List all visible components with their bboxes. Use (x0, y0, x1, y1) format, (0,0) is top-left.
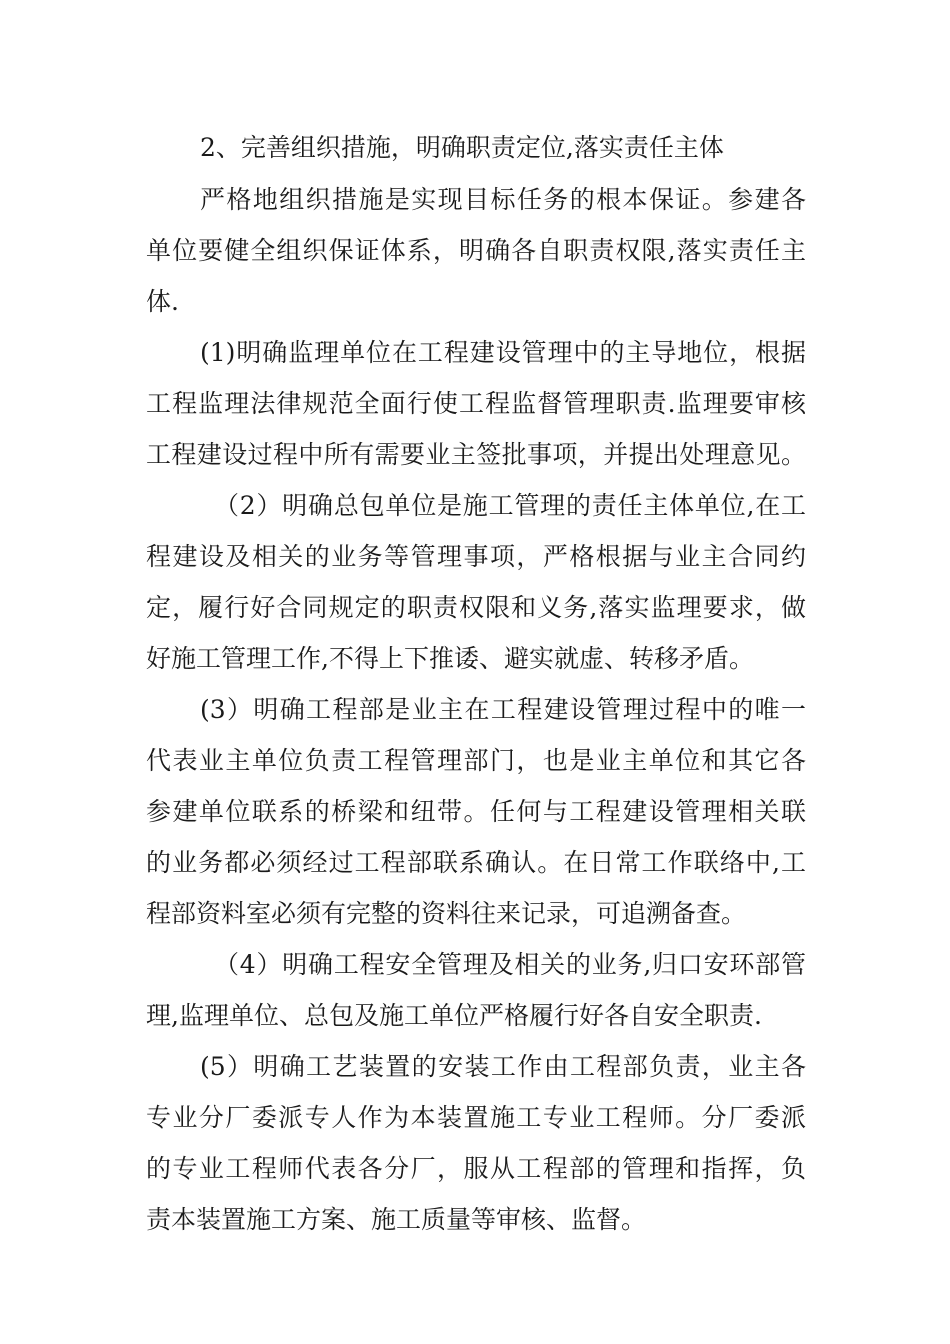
paragraph-line: (5）明确工艺装置的安装工作由工程部负责，业主各 (200, 1052, 806, 1081)
section-heading: 2、完善组织措施，明确职责定位,落实责任主体 (200, 133, 724, 162)
paragraph-line: (3）明确工程部是业主在工程建设管理过程中的唯一 (200, 695, 806, 724)
paragraph-line: 好施工管理工作,不得上下推诿、避实就虚、转移矛盾。 (146, 644, 754, 673)
paragraph-line: 理,监理单位、总包及施工单位严格履行好各自安全职责. (146, 1001, 762, 1030)
paragraph-line: 程建设及相关的业务等管理事项，严格根据与业主合同约 (146, 542, 806, 571)
paragraph-line: 代表业主单位负责工程管理部门，也是业主单位和其它各 (146, 746, 806, 775)
paragraph-line: 程部资料室必须有完整的资料往来记录，可追溯备查。 (146, 899, 747, 928)
paragraph-line: 责本装置施工方案、施工质量等审核、监督。 (146, 1205, 647, 1234)
paragraph-line: 工程建设过程中所有需要业主签批事项，并提出处理意见。 (146, 440, 806, 469)
paragraph-line: 参建单位联系的桥梁和纽带。任何与工程建设管理相关联 (146, 797, 806, 826)
paragraph-line: 专业分厂委派专人作为本装置施工专业工程师。分厂委派 (146, 1103, 806, 1132)
paragraph-line: （4）明确工程安全管理及相关的业务,归口安环部管 (214, 950, 806, 979)
paragraph-line: 工程监理法律规范全面行使工程监督管理职责.监理要审核 (146, 389, 806, 418)
paragraph-line: 单位要健全组织保证体系，明确各自职责权限,落实责任主 (146, 236, 806, 265)
paragraph-line: 的专业工程师代表各分厂，服从工程部的管理和指挥，负 (146, 1154, 806, 1183)
paragraph-line: 定，履行好合同规定的职责权限和义务,落实监理要求，做 (146, 593, 806, 622)
paragraph-line: 严格地组织措施是实现目标任务的根本保证。参建各 (200, 185, 806, 214)
paragraph-line: 的业务都必须经过工程部联系确认。在日常工作联络中,工 (146, 848, 806, 877)
paragraph-line: (1)明确监理单位在工程建设管理中的主导地位，根据 (200, 338, 806, 367)
paragraph-line: 体. (146, 287, 179, 316)
paragraph-line: （2）明确总包单位是施工管理的责任主体单位,在工 (214, 491, 806, 520)
